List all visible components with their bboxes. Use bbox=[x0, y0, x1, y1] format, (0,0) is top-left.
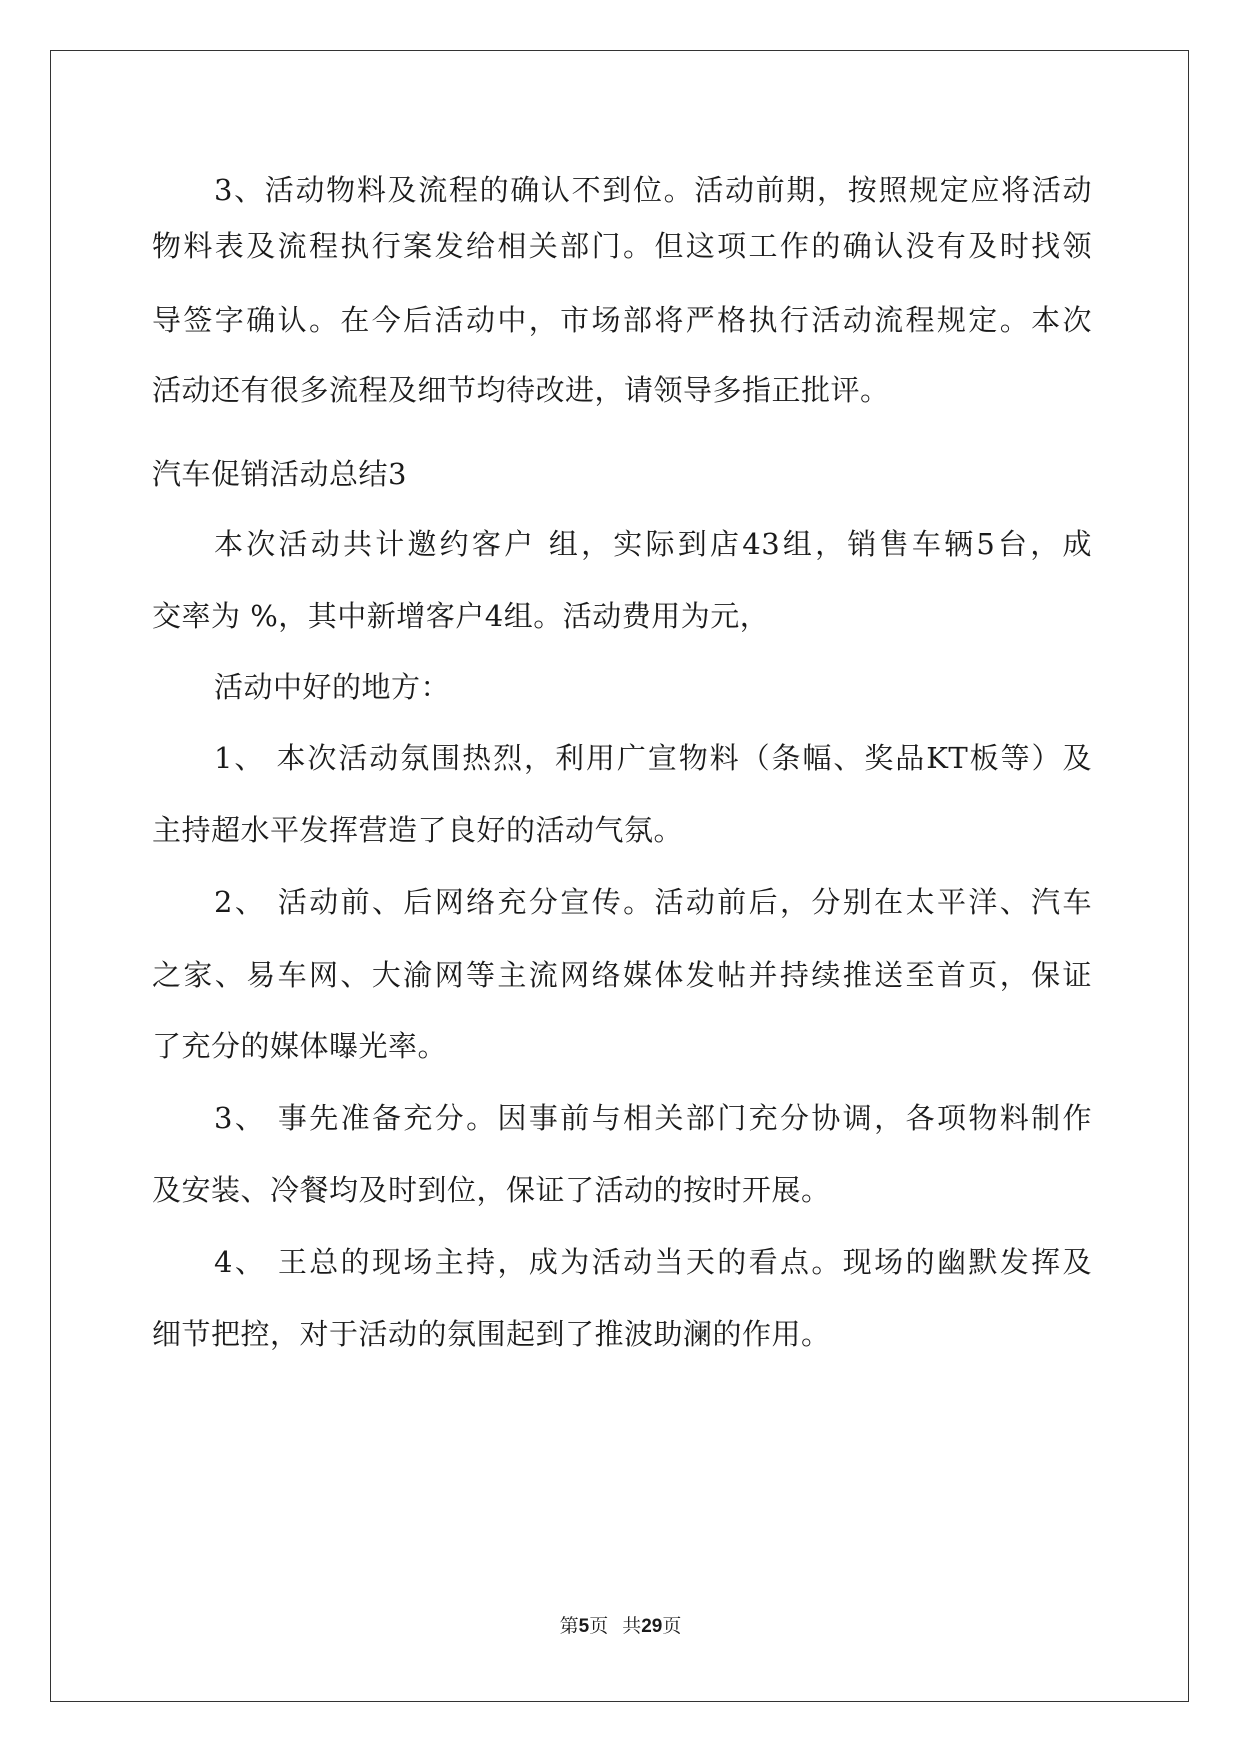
page-suffix: 页 bbox=[589, 1615, 609, 1637]
list-item-1: 1、 本次活动氛围热烈，利用广宣物料（条幅、奖品KT板等）及 bbox=[214, 741, 1092, 775]
paragraph-line: 活动中好的地方： bbox=[214, 670, 451, 704]
paragraph-line: 了充分的媒体曝光率。 bbox=[152, 1029, 448, 1063]
paragraph-line: 细节把控，对于活动的氛围起到了推波助澜的作用。 bbox=[152, 1317, 831, 1351]
paragraph-line: 本次活动共计邀约客户 组，实际到店43组，销售车辆5台，成 bbox=[214, 527, 1092, 561]
total-suffix: 页 bbox=[662, 1615, 682, 1637]
section-heading: 汽车促销活动总结3 bbox=[152, 457, 407, 491]
paragraph-line: 主持超水平发挥营造了良好的活动气氛。 bbox=[152, 813, 684, 847]
paragraph-line: 交率为 %，其中新增客户4组。活动费用为元， bbox=[152, 599, 770, 633]
paragraph-line: 及安装、冷餐均及时到位，保证了活动的按时开展。 bbox=[152, 1173, 831, 1207]
paragraph-line: 物料表及流程执行案发给相关部门。但这项工作的确认没有及时找领 bbox=[152, 229, 1092, 263]
list-item-3: 3、 事先准备充分。因事前与相关部门充分协调，各项物料制作 bbox=[214, 1101, 1092, 1135]
total-pages: 29 bbox=[641, 1616, 663, 1637]
paragraph-line: 之家、易车网、大渝网等主流网络媒体发帖并持续推送至首页，保证 bbox=[152, 958, 1092, 992]
page-prefix: 第 bbox=[559, 1615, 579, 1637]
list-item-4: 4、 王总的现场主持，成为活动当天的看点。现场的幽默发挥及 bbox=[214, 1245, 1092, 1279]
total-prefix: 共 bbox=[622, 1615, 642, 1637]
paragraph-line: 3、活动物料及流程的确认不到位。活动前期，按照规定应将活动 bbox=[214, 173, 1092, 207]
list-item-2: 2、 活动前、后网络充分宣传。活动前后，分别在太平洋、汽车 bbox=[214, 885, 1092, 919]
paragraph-line: 导签字确认。在今后活动中，市场部将严格执行活动流程规定。本次 bbox=[152, 303, 1092, 337]
page-footer bbox=[0, 1614, 1241, 1639]
page-border bbox=[50, 50, 1189, 1702]
paragraph-line: 活动还有很多流程及细节均待改进，请领导多指正批评。 bbox=[152, 373, 890, 407]
page-number: 5 bbox=[578, 1616, 590, 1637]
